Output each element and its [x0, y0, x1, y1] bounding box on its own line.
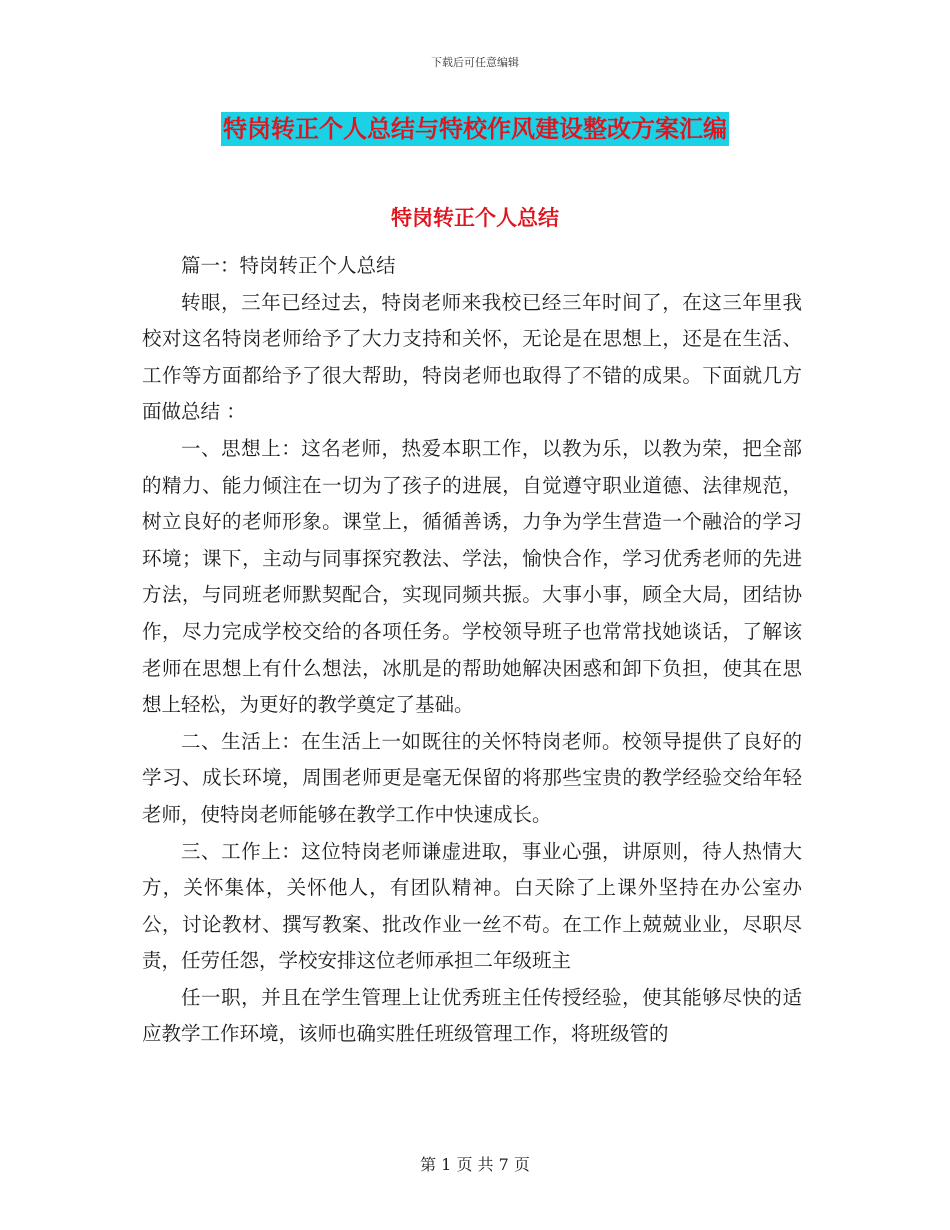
paragraph: 一、思想上：这名老师，热爱本职工作，以教为乐，以教为荣，把全部的精力、能力倾注在一切为了孩子的进展，自觉遵守职业道德、法律规范，树立良好的老师形象。课堂上，循循善诱，力争为学生营造一个融洽的学习环境；课下，主动与同事探究教法、学法，愉快合作，学习优秀老师的先进方法，与同班老师默契配合，实现同频共振。大事小事，顾全大局，团结协作，尽力完成学校交给的各项任务。学校领导班子也常常找她谈话，了解该老师在思想上有什么想法，冰肌是的帮助她解决困惑和卸下负担，使其在思想上轻松，为更好的教学奠定了基础。 — [142, 436, 802, 717]
paragraph: 二、生活上：在生活上一如既往的关怀特岗老师。校领导提供了良好的学习、成长环境，周围老师更是毫无保留的将那些宝贵的教学经验交给年轻老师，使特岗老师能够在教学工作中快速成长。 — [142, 729, 802, 826]
paragraph: 三、工作上：这位特岗老师谦虚进取，事业心强，讲原则，待人热情大方，关怀集体，关怀他人，有团队精神。白天除了上课外坚持在办公室办公，讨论教材、撰写教案、批改作业一丝不苟。在工作上兢兢业业，尽职尽责，任劳任怨，学校安排这位老师承担二年级班主 — [142, 839, 802, 973]
paragraph: 转眼，三年已经过去，特岗老师来我校已经三年时间了，在这三年里我校对这名特岗老师给予了大力支持和关怀，无论是在思想上，还是在生活、工作等方面都给予了很大帮助，特岗老师也取得了不错的成果。下面就几方面做总结 ： — [142, 290, 802, 424]
page-number-footer: 第 1 页 共 7 页 — [420, 1155, 530, 1174]
section-title: 特岗转正个人总结 — [391, 205, 559, 230]
paragraph-heading: 篇一：特岗转正个人总结 — [181, 254, 396, 277]
paragraph: 任一职，并且在学生管理上让优秀班主任传授经验，使其能够尽快的适应教学工作环境，该师也确实胜任班级管理工作，将班级管的 — [142, 985, 802, 1046]
header-note: 下载后可任意编辑 — [431, 56, 519, 69]
body-text — [142, 248, 802, 1053]
main-title: 特岗转正个人总结与特校作风建设整改方案汇编 — [221, 112, 729, 146]
main-title-wrap — [0, 112, 950, 146]
